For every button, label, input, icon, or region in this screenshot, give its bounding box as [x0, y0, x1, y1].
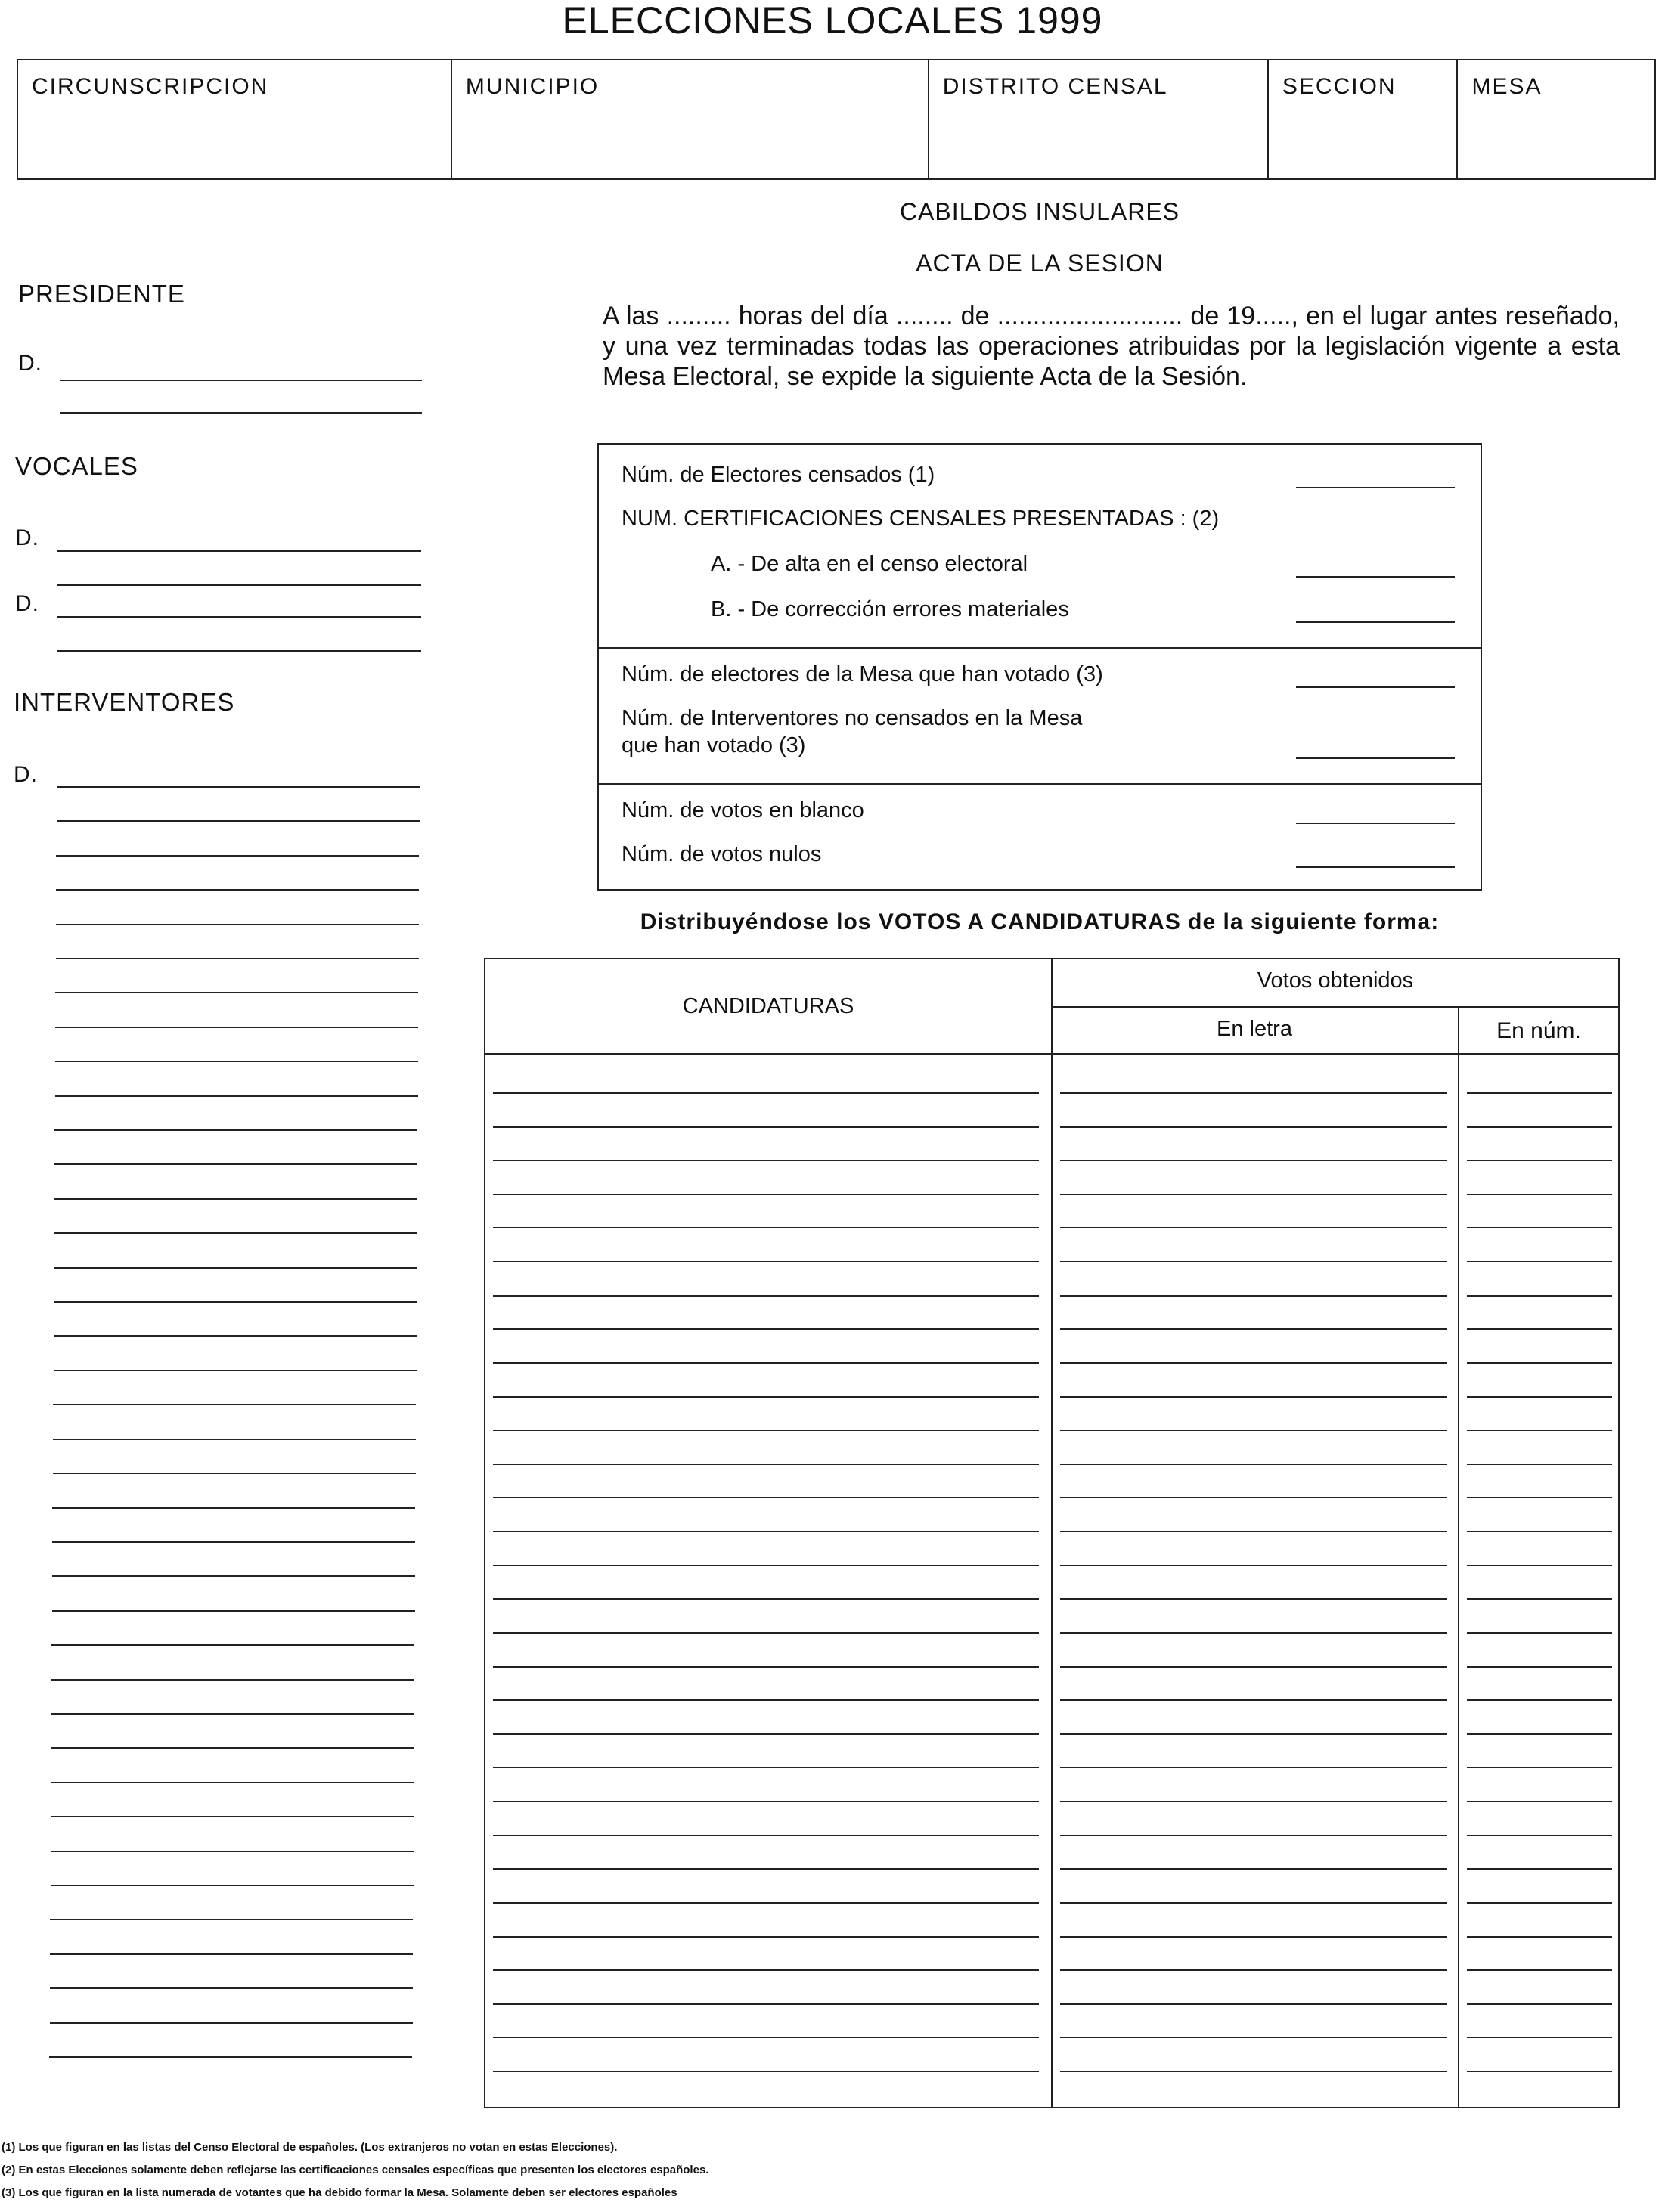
- table-votos-subheader-line: [1051, 1006, 1618, 1008]
- intro-paragraph: A las ......... horas del día ........ de .......................... de 19....., en el lugar antes reseñado, y una vez terminadas todas las operaciones atribuidas por la legislación vigente a esta Mesa Electoral, se expide la siguiente Acta de la Sesión.: [603, 302, 1620, 391]
- interventor-signature-line[interactable]: [51, 1679, 414, 1681]
- votos-num-line[interactable]: [1467, 1767, 1612, 1768]
- field-mesa: MESA: [1471, 74, 1543, 99]
- votos-letra-line[interactable]: [1060, 1194, 1447, 1195]
- candidatura-name-line[interactable]: [493, 2003, 1039, 2005]
- interventor-signature-line[interactable]: [53, 1404, 416, 1405]
- candidatura-name-line[interactable]: [493, 1632, 1039, 1634]
- presidente-label: PRESIDENTE: [18, 280, 185, 308]
- candidatura-name-line[interactable]: [493, 1194, 1039, 1195]
- interventor-signature-line[interactable]: [55, 992, 418, 993]
- interventor-signature-line[interactable]: [57, 786, 420, 788]
- votos-letra-line[interactable]: [1060, 1733, 1447, 1735]
- votos-num-line[interactable]: [1467, 1666, 1612, 1668]
- interventores-votado-line[interactable]: [1296, 757, 1455, 759]
- interventor-signature-line[interactable]: [50, 2022, 413, 2024]
- votos-num-line[interactable]: [1467, 1565, 1612, 1566]
- votos-num-line[interactable]: [1467, 1835, 1612, 1836]
- col-num-header: En núm.: [1496, 1018, 1581, 1043]
- votos-letra-line[interactable]: [1060, 1801, 1447, 1802]
- interventor-signature-line[interactable]: [53, 1439, 416, 1440]
- vocal-signature-line[interactable]: [57, 650, 421, 652]
- interventores-censados-label-1: Núm. de Interventores no censados en la Mesa: [622, 706, 1083, 730]
- interventor-signature-line[interactable]: [56, 924, 419, 925]
- candidatura-name-line[interactable]: [493, 1328, 1039, 1330]
- interventor-signature-line[interactable]: [54, 1301, 417, 1303]
- interventor-signature-line[interactable]: [50, 1987, 413, 1989]
- votos-letra-line[interactable]: [1060, 1396, 1447, 1398]
- votos-letra-line[interactable]: [1060, 1565, 1447, 1566]
- interventor-signature-line[interactable]: [56, 889, 419, 891]
- vocal-2-d-prefix: D.: [15, 591, 39, 616]
- interventor-signature-line[interactable]: [54, 1163, 417, 1165]
- votos-num-line[interactable]: [1467, 1362, 1612, 1364]
- candidatura-name-line[interactable]: [493, 1160, 1039, 1161]
- interventor-signature-line[interactable]: [52, 1610, 415, 1612]
- votos-num-line[interactable]: [1467, 1261, 1612, 1262]
- candidatura-name-line[interactable]: [493, 1227, 1039, 1228]
- field-municipio: MUNICIPIO: [452, 60, 929, 178]
- interventor-signature-line[interactable]: [55, 1027, 418, 1028]
- votos-nulos-line[interactable]: [1296, 866, 1455, 868]
- interventor-signature-line[interactable]: [51, 1782, 414, 1783]
- interventor-signature-line[interactable]: [56, 855, 419, 857]
- interventor-signature-line[interactable]: [55, 1061, 418, 1062]
- votos-num-line[interactable]: [1467, 1194, 1612, 1195]
- interventor-signature-line[interactable]: [50, 1953, 413, 1955]
- candidatura-name-line[interactable]: [493, 1936, 1039, 1938]
- footnote-3: (3) Los que figuran en la lista numerada de votantes que ha debido formar la Mesa. Solamente deben ser electores españoles: [2, 2186, 677, 2199]
- alta-censo-label: A. - De alta en el censo electoral: [711, 552, 1028, 576]
- votos-letra-line[interactable]: [1060, 1464, 1447, 1465]
- table-divider-votos: [1051, 959, 1053, 2107]
- candidatura-name-line[interactable]: [493, 1598, 1039, 1600]
- interventor-signature-line[interactable]: [54, 1129, 417, 1131]
- interventor-signature-line[interactable]: [51, 1644, 414, 1646]
- votos-num-line[interactable]: [1467, 1464, 1612, 1465]
- candidatura-name-line[interactable]: [493, 1666, 1039, 1668]
- votos-num-line[interactable]: [1467, 1531, 1612, 1532]
- interventor-signature-line[interactable]: [53, 1473, 416, 1474]
- interventor-signature-line[interactable]: [51, 1713, 414, 1715]
- candidatura-name-line[interactable]: [493, 1396, 1039, 1398]
- votos-num-line[interactable]: [1467, 1430, 1612, 1431]
- votos-letra-line[interactable]: [1060, 1160, 1447, 1161]
- votos-num-line[interactable]: [1467, 1598, 1612, 1600]
- field-seccion: SECCION: [1269, 60, 1459, 178]
- votos-letra-line[interactable]: [1060, 1868, 1447, 1870]
- votos-letra-line[interactable]: [1060, 1295, 1447, 1297]
- votos-letra-line[interactable]: [1060, 1092, 1447, 1094]
- interventores-censados-label-2: que han votado (3): [622, 733, 806, 757]
- electores-votado-label: Núm. de electores de la Mesa que han votado (3): [622, 662, 1103, 686]
- col-letra-header: En letra: [1217, 1017, 1292, 1041]
- votos-letra-line[interactable]: [1060, 1227, 1447, 1228]
- vocal-1-d-prefix: D.: [15, 525, 39, 550]
- votos-letra-line[interactable]: [1060, 1699, 1447, 1701]
- votos-letra-line[interactable]: [1060, 1767, 1447, 1768]
- votos-num-line[interactable]: [1467, 1699, 1612, 1701]
- votos-num-line[interactable]: [1467, 1092, 1612, 1094]
- vocal-signature-line[interactable]: [57, 616, 421, 618]
- interventor-signature-line[interactable]: [49, 2056, 412, 2058]
- votos-num-line[interactable]: [1467, 1733, 1612, 1735]
- interventor-signature-line[interactable]: [54, 1198, 417, 1200]
- candidatura-name-line[interactable]: [493, 2037, 1039, 2038]
- candidatura-name-line[interactable]: [493, 1464, 1039, 1465]
- table-divider-num: [1458, 1006, 1459, 2107]
- presidente-signature-line[interactable]: [60, 380, 422, 381]
- interventor-signature-line[interactable]: [52, 1507, 415, 1509]
- votos-num-line[interactable]: [1467, 2071, 1612, 2072]
- correccion-errores-line[interactable]: [1296, 621, 1455, 623]
- candidatura-name-line[interactable]: [493, 1699, 1039, 1701]
- footnote-2: (2) En estas Elecciones solamente deben reflejarse las certificaciones censales específicas que presenten los electores españoles.: [2, 2164, 709, 2176]
- interventor-signature-line[interactable]: [56, 958, 419, 959]
- interventor-signature-line[interactable]: [51, 1885, 414, 1886]
- votos-num-line[interactable]: [1467, 1160, 1612, 1161]
- votos-letra-line[interactable]: [1060, 1362, 1447, 1364]
- votos-num-line[interactable]: [1467, 1328, 1612, 1330]
- candidatura-name-line[interactable]: [493, 1362, 1039, 1364]
- field-distrito-censal: DISTRITO CENSAL: [929, 60, 1269, 178]
- distribution-heading: Distribuyéndose los VOTOS A CANDIDATURAS de la siguiente forma:: [640, 909, 1440, 934]
- candidatura-name-line[interactable]: [493, 1767, 1039, 1768]
- votos-num-line[interactable]: [1467, 2003, 1612, 2005]
- col-candidaturas-header: CANDIDATURAS: [682, 994, 854, 1018]
- interventor-signature-line[interactable]: [54, 1267, 417, 1269]
- col-votos-header: Votos obtenidos: [1257, 968, 1414, 993]
- candidatura-name-line[interactable]: [493, 1430, 1039, 1431]
- votos-blanco-line[interactable]: [1296, 823, 1455, 824]
- votos-letra-line[interactable]: [1060, 1598, 1447, 1600]
- interventor-signature-line[interactable]: [55, 1095, 418, 1097]
- interventor-signature-line[interactable]: [54, 1335, 417, 1337]
- votos-letra-line[interactable]: [1060, 1632, 1447, 1634]
- candidatura-name-line[interactable]: [493, 1733, 1039, 1735]
- vocal-signature-line[interactable]: [57, 550, 421, 552]
- votos-num-line[interactable]: [1467, 1902, 1612, 1904]
- interventor-signature-line[interactable]: [57, 820, 420, 822]
- subtitle-cabildos: CABILDOS INSULARES: [899, 198, 1180, 225]
- footnote-1: (1) Los que figuran en las listas del Censo Electoral de españoles. (Los extranjeros no votan en estas Elecciones).: [2, 2141, 618, 2154]
- votos-letra-line[interactable]: [1060, 2037, 1447, 2038]
- candidatura-name-line[interactable]: [493, 1531, 1039, 1532]
- votos-nulos-label: Núm. de votos nulos: [622, 842, 822, 866]
- votos-num-line[interactable]: [1467, 1126, 1612, 1128]
- candidatura-name-line[interactable]: [493, 1969, 1039, 1971]
- votos-letra-line[interactable]: [1060, 2003, 1447, 2005]
- candidatura-name-line[interactable]: [493, 1126, 1039, 1128]
- subtitle-acta: ACTA DE LA SESION: [916, 249, 1164, 277]
- votos-num-line[interactable]: [1467, 1868, 1612, 1870]
- votos-letra-line[interactable]: [1060, 1261, 1447, 1262]
- votos-letra-line[interactable]: [1060, 1969, 1447, 1971]
- interventor-signature-line[interactable]: [54, 1232, 417, 1234]
- summary-box: [597, 443, 1482, 891]
- votos-num-line[interactable]: [1467, 1497, 1612, 1498]
- votos-letra-line[interactable]: [1060, 1126, 1447, 1128]
- interventor-signature-line[interactable]: [52, 1575, 415, 1577]
- votos-num-line[interactable]: [1467, 2037, 1612, 2038]
- votos-letra-line[interactable]: [1060, 1497, 1447, 1498]
- votos-letra-line[interactable]: [1060, 1531, 1447, 1532]
- electores-votado-line[interactable]: [1296, 686, 1455, 688]
- candidatura-name-line[interactable]: [493, 1261, 1039, 1262]
- votos-letra-line[interactable]: [1060, 1902, 1447, 1904]
- electores-censados-line[interactable]: [1296, 487, 1455, 488]
- presidente-d-prefix: D.: [18, 351, 42, 376]
- candidatura-name-line[interactable]: [493, 1868, 1039, 1870]
- interventor-signature-line[interactable]: [50, 1919, 413, 1920]
- presidente-signature-line[interactable]: [60, 412, 422, 414]
- field-circunscripcion: CIRCUNSCRIPCION: [18, 60, 452, 178]
- interventores-label: INTERVENTORES: [14, 688, 235, 716]
- interventor-signature-line[interactable]: [51, 1816, 414, 1817]
- candidatura-name-line[interactable]: [493, 2071, 1039, 2072]
- alta-censo-line[interactable]: [1296, 576, 1455, 578]
- candidatura-name-line[interactable]: [493, 1565, 1039, 1566]
- vocal-signature-line[interactable]: [57, 584, 421, 586]
- candidatura-name-line[interactable]: [493, 1801, 1039, 1802]
- summary-divider-1: [599, 647, 1481, 649]
- votos-letra-line[interactable]: [1060, 1936, 1447, 1938]
- certificaciones-label: NUM. CERTIFICACIONES CENSALES PRESENTADAS : (2): [622, 507, 1220, 531]
- candidatura-name-line[interactable]: [493, 1092, 1039, 1094]
- table-header-bottom-line: [485, 1053, 1618, 1055]
- votos-num-line[interactable]: [1467, 1936, 1612, 1938]
- candidatura-name-line[interactable]: [493, 1902, 1039, 1904]
- votos-num-line[interactable]: [1467, 1227, 1612, 1228]
- interventor-signature-line[interactable]: [51, 1851, 414, 1852]
- interventor-signature-line[interactable]: [52, 1541, 415, 1543]
- interventores-d-prefix: D.: [14, 762, 38, 787]
- candidatura-name-line[interactable]: [493, 1835, 1039, 1836]
- document-title: ELECCIONES LOCALES 1999: [562, 0, 1103, 42]
- interventor-signature-line[interactable]: [51, 1747, 414, 1749]
- votos-letra-line[interactable]: [1060, 2071, 1447, 2072]
- votos-letra-line[interactable]: [1060, 1666, 1447, 1668]
- votos-letra-line[interactable]: [1060, 1328, 1447, 1330]
- candidatura-name-line[interactable]: [493, 1295, 1039, 1297]
- vocales-label: VOCALES: [15, 452, 138, 480]
- summary-divider-2: [599, 783, 1481, 785]
- votos-letra-line[interactable]: [1060, 1430, 1447, 1431]
- electores-censados-label: Núm. de Electores censados (1): [622, 463, 935, 487]
- votos-num-line[interactable]: [1467, 1969, 1612, 1971]
- candidatura-name-line[interactable]: [493, 1497, 1039, 1498]
- votos-blanco-label: Núm. de votos en blanco: [622, 798, 864, 823]
- candidaturas-table: [484, 958, 1620, 2108]
- votos-num-line[interactable]: [1467, 1632, 1612, 1634]
- votos-num-line[interactable]: [1467, 1396, 1612, 1398]
- interventor-signature-line[interactable]: [54, 1370, 417, 1371]
- votos-num-line[interactable]: [1467, 1801, 1612, 1802]
- votos-letra-line[interactable]: [1060, 1835, 1447, 1836]
- header-fields-box: [17, 59, 1656, 180]
- correccion-errores-label: B. - De corrección errores materiales: [711, 597, 1069, 621]
- votos-num-line[interactable]: [1467, 1295, 1612, 1297]
